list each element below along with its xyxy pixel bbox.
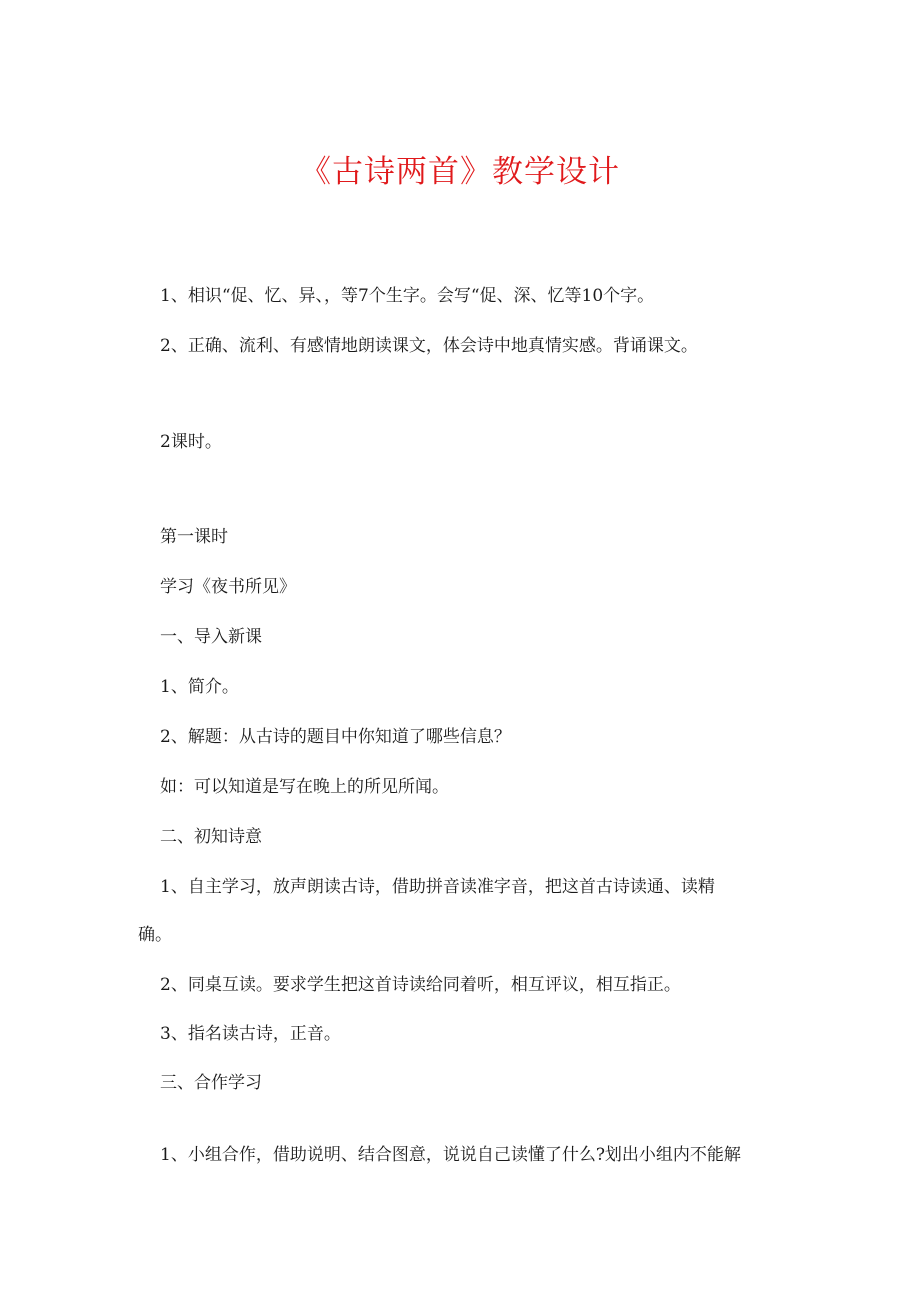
step-cooperative-1: 1、小组合作，借助说明、结合图意，说说自己读懂了什么?划出小组内不能解 [160,1145,741,1165]
heading-cooperative-learning: 三、合作学习 [160,1073,262,1093]
step-understanding-3: 3、指名读古诗，正音。 [160,1024,341,1044]
step-introduction-1: 1、简介。 [160,677,239,697]
class-hours: 2课时。 [160,432,222,452]
document-title: 《古诗两首》教学设计 [300,154,620,190]
step-understanding-1-continued: 确。 [138,925,172,945]
example-answer: 如：可以知道是写在晚上的所见所闻。 [160,777,449,797]
objective-1: 1、相识“促、忆、异、，等7个生字。会写“促、深、忆等10个字。 [160,286,655,306]
step-understanding-2: 2、同桌互读。要求学生把这首诗读给同着听，相互评议，相互指正。 [160,975,681,995]
heading-introduction: 一、导入新课 [160,627,262,647]
heading-first-understanding: 二、初知诗意 [160,827,262,847]
section-first-lesson: 第一课时 [160,527,228,547]
step-introduction-2: 2、解题：从古诗的题目中你知道了哪些信息？ [160,727,511,747]
step-understanding-1: 1、自主学习，放声朗读古诗，借助拼音读准字音，把这首古诗读通、读精 [160,877,715,897]
objective-2: 2、正确、流利、有感情地朗读课文，体会诗中地真情实感。背诵课文。 [160,336,698,356]
lesson-topic: 学习《夜书所见》 [160,577,296,597]
